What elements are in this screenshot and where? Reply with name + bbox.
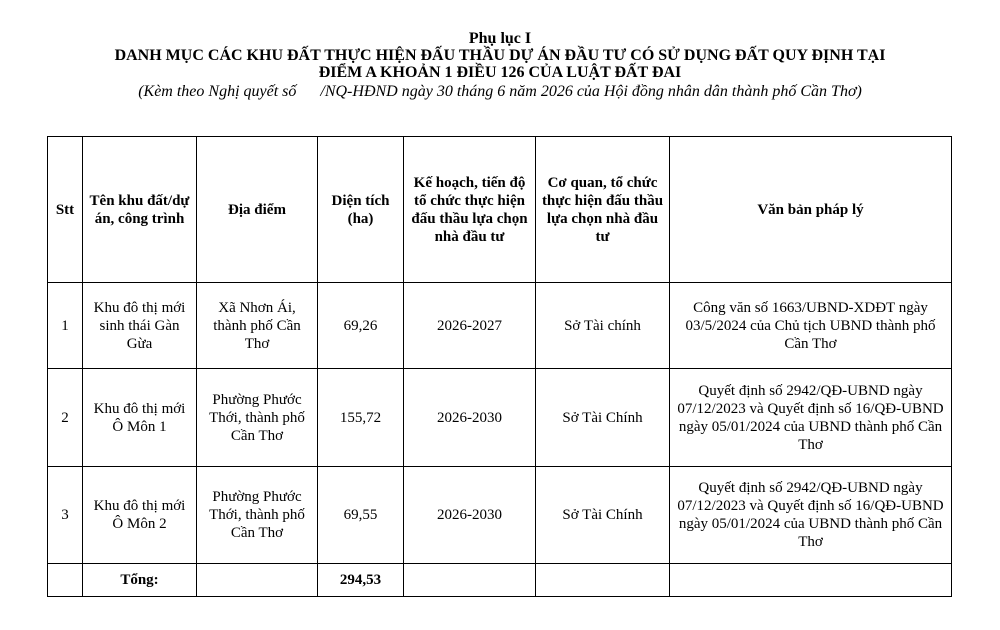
table-row [48,283,952,369]
cell-agency: Sở Tài Chính [536,369,670,467]
table-row [48,369,952,467]
col-header-area: Diện tích (ha) [318,137,404,283]
cell-legal: Công văn số 1663/UBND-XDĐT ngày 03/5/2024 của Chủ tịch UBND thành phố Cần Thơ [670,283,952,369]
cell-legal: Quyết định số 2942/QĐ-UBND ngày 07/12/2023 và Quyết định số 16/QĐ-UBND ngày 05/01/2024 của UBND thành phố Cần Thơ [670,467,952,564]
cell-location: Xã Nhơn Ái, thành phố Cần Thơ [197,283,318,369]
table-total-row [48,564,952,597]
cell-schedule: 2026-2030 [404,467,536,564]
cell-total-empty [48,564,83,597]
document-title-line-2: ĐIỂM A KHOẢN 1 ĐIỀU 126 CỦA LUẬT ĐẤT ĐAI [318,64,682,81]
table-header-row [48,137,952,283]
cell-stt: 2 [48,369,83,467]
col-header-legal: Văn bản pháp lý [670,137,952,283]
document-header [0,30,1000,101]
land-plots-table [47,136,952,597]
cell-schedule: 2026-2027 [404,283,536,369]
cell-total-empty [197,564,318,597]
document-title-line-1: DANH MỤC CÁC KHU ĐẤT THỰC HIỆN ĐẤU THẦU DỰ ÁN ĐẦU TƯ CÓ SỬ DỤNG ĐẤT QUY ĐỊNH TẠI [114,47,886,64]
cell-name: Khu đô thị mới sinh thái Gàn Gừa [83,283,197,369]
col-header-schedule: Kế hoạch, tiến độ tổ chức thực hiện đấu thầu lựa chọn nhà đầu tư [404,137,536,283]
table-row [48,467,952,564]
cell-agency: Sở Tài Chính [536,467,670,564]
cell-stt: 1 [48,283,83,369]
cell-location: Phường Phước Thới, thành phố Cần Thơ [197,369,318,467]
total-label: Tổng: [83,564,197,597]
cell-legal: Quyết định số 2942/QĐ-UBND ngày 07/12/2023 và Quyết định số 16/QĐ-UBND ngày 05/01/2024 của UBND thành phố Cần Thơ [670,369,952,467]
col-header-stt: Stt [48,137,83,283]
total-area: 294,53 [318,564,404,597]
cell-total-empty [404,564,536,597]
cell-agency: Sở Tài chính [536,283,670,369]
document-subtitle: (Kèm theo Nghị quyết số /NQ-HĐND ngày 30 tháng 6 năm 2026 của Hội đồng nhân dân thành phố Cần Thơ) [138,83,862,100]
cell-name: Khu đô thị mới Ô Môn 2 [83,467,197,564]
cell-area: 69,55 [318,467,404,564]
col-header-name: Tên khu đất/dự án, công trình [83,137,197,283]
col-header-location: Địa điểm [197,137,318,283]
cell-schedule: 2026-2030 [404,369,536,467]
cell-location: Phường Phước Thới, thành phố Cần Thơ [197,467,318,564]
cell-stt: 3 [48,467,83,564]
col-header-agency: Cơ quan, tổ chức thực hiện đấu thầu lựa chọn nhà đầu tư [536,137,670,283]
cell-total-empty [670,564,952,597]
cell-area: 69,26 [318,283,404,369]
cell-name: Khu đô thị mới Ô Môn 1 [83,369,197,467]
cell-total-empty [536,564,670,597]
appendix-label: Phụ lục I [468,30,532,47]
cell-area: 155,72 [318,369,404,467]
